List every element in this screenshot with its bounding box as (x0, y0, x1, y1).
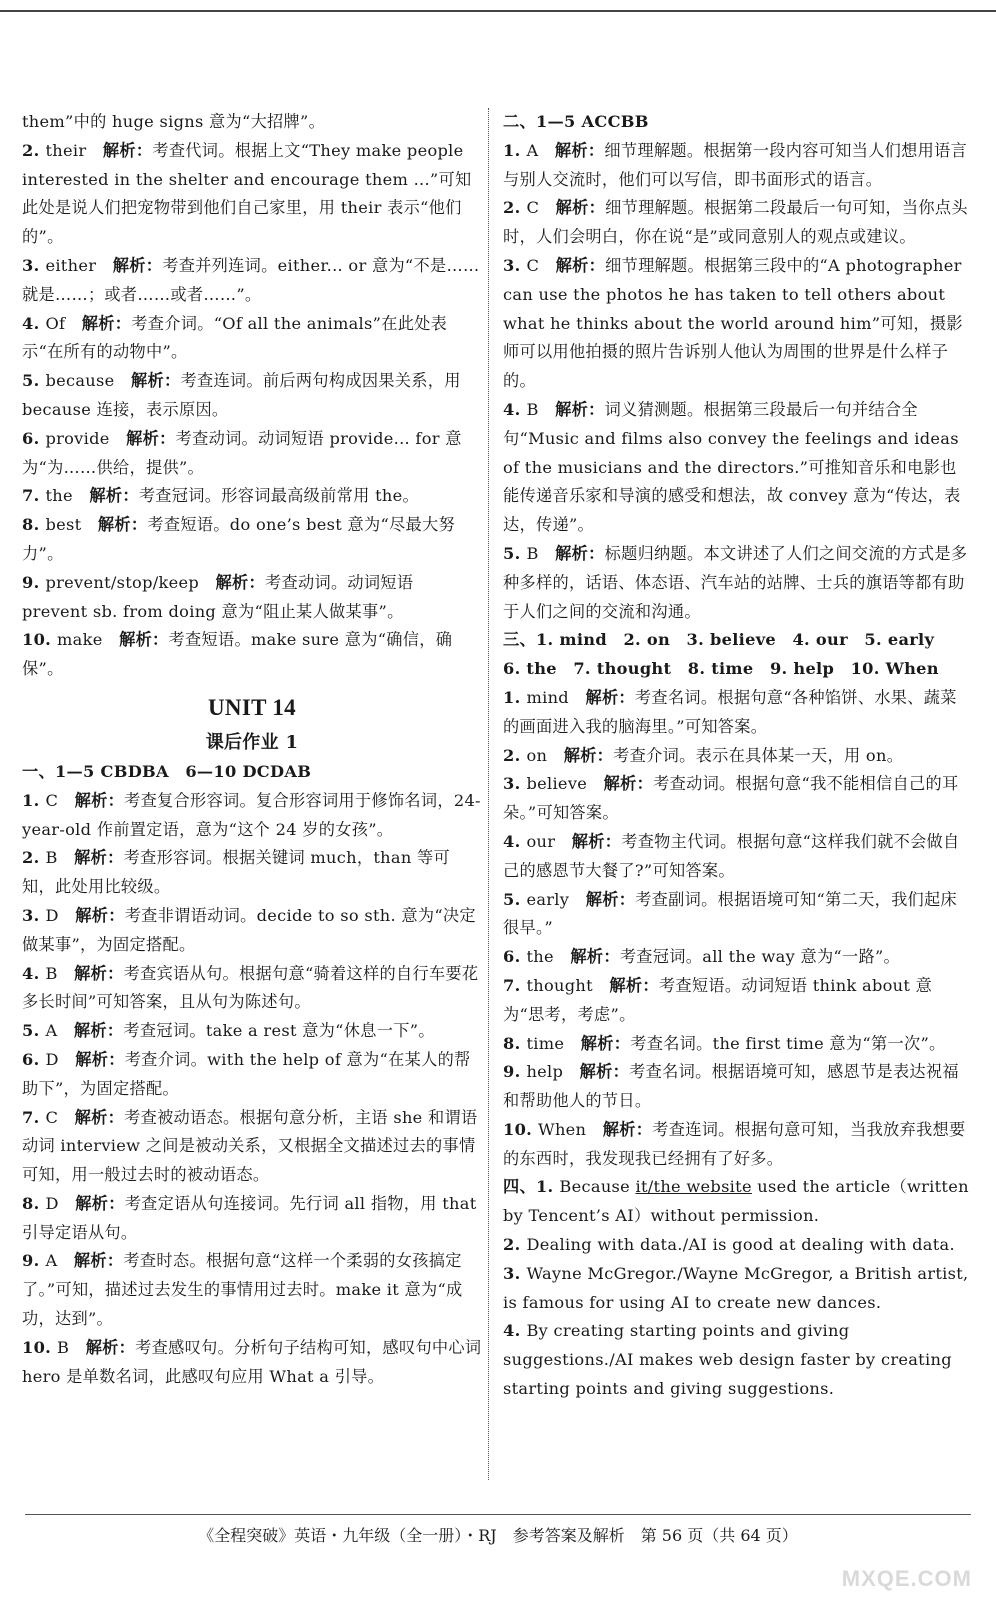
item-answer: A (45, 1251, 74, 1271)
item-label: 解析： (555, 543, 605, 563)
item-label: 解析： (74, 1107, 125, 1127)
section3-answers-line1: 三、1. mind 2. on 3. believe 4. our 5. early (503, 630, 935, 650)
item-answer: their (45, 140, 103, 160)
left-line-item (22, 626, 482, 684)
item-label: 解析： (75, 1049, 125, 1069)
section2-item (503, 137, 973, 195)
item-text: By creating starting points and giving suggestions./AI makes web design faster by creating starting points and giving suggestions. (503, 1321, 952, 1399)
item-label: 解析： (609, 975, 659, 995)
item-answer: D (45, 1049, 76, 1069)
item-label: 解析： (563, 745, 614, 765)
item-explanation: 考查时态。根据句意“这样一个柔弱的女孩搞定了。”可知，描述过去发生的事情用过去时。make it 意为“成功，达到”。 (22, 1251, 463, 1329)
watermark-url: MXQE.COM (841, 1566, 972, 1591)
item-number: 6. (503, 947, 527, 967)
item-answer: because (45, 371, 131, 391)
section1-explanations (22, 787, 482, 1392)
section3-answers-line2: 6. the 7. thought 8. time 9. help 10. When (503, 659, 939, 679)
item-label: 解析： (97, 515, 148, 535)
item-explanation: 考查短语。make sure 意为“确信，确保”。 (22, 630, 453, 679)
item-number: 9. (503, 1062, 527, 1082)
item-answer: B (57, 1337, 86, 1357)
item-text: used the article（written by Tencent’s AI）without permission. (503, 1177, 969, 1226)
item-answer: the (45, 486, 90, 506)
section1-item (22, 1334, 482, 1392)
item-number: 3. (22, 905, 46, 925)
left-line-item (22, 137, 482, 252)
left-line-item (22, 511, 482, 569)
item-explanation: 考查被动语态。根据句意分析，主语 she 和谓语动词 interview 之间是被动关系，又根据全文描述过去的事情可知，用一般过去时的被动语态。 (22, 1107, 478, 1185)
left-line-item (22, 569, 482, 627)
homework-title: 课后作业 1 (205, 731, 299, 753)
item-number: 8. (503, 1033, 527, 1053)
section1-item (22, 960, 482, 1018)
right-column (503, 108, 973, 1404)
item-label: 解析： (112, 255, 163, 275)
item-label: 解析： (85, 1337, 136, 1357)
item-label: 解析： (126, 428, 176, 448)
section2-item (503, 396, 973, 540)
item-text: Wayne McGregor./Wayne McGregor, a British artist, is famous for using AI to create new dances. (503, 1263, 969, 1312)
left-line-item (22, 252, 482, 310)
section3-item (503, 972, 973, 1030)
item-answer: B (526, 399, 556, 419)
section2-item (503, 252, 973, 396)
item-number: 3. (503, 1263, 527, 1283)
page-footer: 《全程突破》英语・九年级（全一册）・RJ 参考答案及解析 第 56 页（共 64 页） (198, 1526, 798, 1545)
left-line-item (22, 108, 482, 137)
item-answer: When (538, 1119, 603, 1139)
section4-answers (503, 1173, 973, 1403)
item-explanation: 考查动词。动词短语 prevent sb. from doing 意为“阻止某人做某事”。 (22, 572, 414, 621)
item-number: 1. (22, 790, 46, 810)
item-explanation: 考查物主代词。根据句意“这样我们就不会做自己的感恩节大餐了?”可知答案。 (503, 831, 960, 880)
item-answer: best (45, 515, 98, 535)
item-explanation: 标题归纳题。本文讲述了人们之间交流的方式是多种多样的，话语、体态语、汽车站的站牌、士兵的旗语等都有助于人们之间的交流和沟通。 (503, 543, 968, 621)
item-number: 2. (503, 745, 527, 765)
item-explanation: 细节理解题。根据第一段内容可知当人们想用语言与别人交流时，他们可以写信，即书面形式的语言。 (503, 140, 968, 189)
item-number: 8. (22, 1193, 46, 1213)
item-label: 解析： (555, 198, 606, 218)
item-answer: B (526, 543, 556, 563)
item-explanation: 考查连词。根据句意可知，当我放弃我想要的东西时，我发现我已经拥有了好多。 (503, 1119, 966, 1168)
footer-rule (25, 1514, 971, 1515)
item-number: 5. (22, 371, 46, 391)
item-number: 4. (503, 399, 527, 419)
item-explanation: 考查介词。表示在具体某一天，用 on。 (613, 745, 904, 765)
item-number: 10. (22, 1337, 57, 1357)
section3-item (503, 1058, 973, 1116)
section3-item (503, 742, 973, 771)
item-explanation: 细节理解题。根据第三段中的“A photographer can use the photos he has taken to tell others about what he thinks about the world around him”可知，摄影师可以用他拍摄的照片告诉别人他认为周围的世界是什么样子的。 (503, 255, 963, 391)
item-text: Because (559, 1177, 636, 1197)
section1-item (22, 1190, 482, 1248)
section3-item (503, 684, 973, 742)
item-answer: believe (526, 774, 604, 794)
item-number: 5. (503, 889, 527, 909)
item-explanation: 考查短语。do one’s best 意为“尽最大努力”。 (22, 515, 455, 563)
item-explanation: 词义猜测题。根据第三段最后一句并结合全句“Music and films also convey the feelings and ideas of the musicians and the directors.”可推知音乐和电影也能传递音乐家和导演的感受和想法，故 convey 意为“传达，表达，传递”。 (503, 399, 961, 535)
item-label: 解析： (602, 1119, 653, 1139)
section1-answers: 一、1—5 CBDBA 6—10 DCDAB (22, 761, 312, 781)
item-answer: C (526, 198, 556, 218)
item-number: 3. (22, 255, 46, 275)
item-explanation: 考查动词。根据句意“我不能相信自己的耳朵。”可知答案。 (503, 774, 959, 823)
item-number: 3. (503, 255, 527, 275)
item-number: 1. (503, 687, 527, 707)
item-label: 解析： (74, 963, 124, 983)
item-number: 10. (22, 630, 57, 650)
item-explanation: 考查冠词。all the way 意为“一路”。 (619, 947, 901, 967)
item-label: 解析： (585, 687, 635, 707)
item-answer: D (45, 905, 76, 925)
item-label: 解析： (215, 572, 265, 592)
item-text: them”中的 huge signs 意为“大招牌”。 (22, 112, 326, 131)
item-label: 解析： (555, 255, 606, 275)
item-label: 解析： (81, 313, 132, 333)
item-explanation: 考查短语。动词短语 think about 意为“思考，考虑”。 (503, 975, 933, 1024)
item-explanation: 考查冠词。take a rest 意为“休息一下”。 (123, 1021, 435, 1041)
item-explanation: 考查介词。with the help of 意为“在某人的帮助下”，为固定搭配。 (22, 1049, 471, 1098)
section3-item (503, 1116, 973, 1174)
item-explanation: 考查名词。the first time 意为“第一次”。 (630, 1033, 946, 1053)
item-label: 解析： (554, 140, 605, 160)
section3-explanations (503, 684, 973, 1174)
item-answer: C (45, 1107, 75, 1127)
item-number: 5. (503, 543, 527, 563)
item-number: 4. (22, 963, 46, 983)
item-number: 9. (22, 1251, 46, 1271)
item-number: 10. (503, 1119, 538, 1139)
item-label: 解析： (75, 1193, 125, 1213)
item-explanation: 考查复合形容词。复合形容词用于修饰名词，24-year-old 作前置定语，意为“这个 24 岁的女孩”。 (22, 790, 481, 839)
section3-item (503, 1030, 973, 1059)
item-number: 1. (503, 140, 527, 160)
item-label: 解析： (579, 1062, 630, 1082)
item-label: 解析： (555, 399, 605, 419)
section4-item (503, 1317, 973, 1403)
section2-explanations (503, 137, 973, 627)
item-number: 7. (22, 486, 46, 506)
section1-item (22, 844, 482, 902)
section2-item (503, 194, 973, 252)
item-number: 7. (22, 1107, 46, 1127)
section3-item (503, 828, 973, 886)
item-label: 解析： (102, 140, 153, 160)
item-answer: C (45, 790, 75, 810)
item-label: 解析： (603, 774, 654, 794)
section3-item (503, 943, 973, 972)
item-explanation: 考查动词。动词短语 provide... for 意为“为……供给，提供”。 (22, 428, 462, 477)
item-label: 解析： (74, 790, 125, 810)
item-answer: time (526, 1033, 581, 1053)
item-explanation: 考查名词。根据语境可知，感恩节是表达祝福和帮助他人的节日。 (503, 1062, 959, 1111)
item-label: 解析： (73, 1251, 124, 1271)
item-number: 1. (535, 1177, 560, 1197)
item-explanation: 考查定语从句连接词。先行词 all 指物，用 that 引导定语从句。 (22, 1193, 477, 1242)
item-number: 2. (503, 198, 527, 218)
item-answer: the (526, 947, 571, 967)
section1-item (22, 1017, 482, 1046)
section1-item (22, 902, 482, 960)
item-explanation: 考查并列连词。either... or 意为“不是……就是……；或者……或者……”。 (22, 255, 480, 304)
section1-item (22, 1247, 482, 1333)
section1-item (22, 1046, 482, 1104)
item-number: 9. (22, 572, 46, 592)
section4-item (503, 1173, 973, 1231)
item-label: 解析： (119, 630, 169, 650)
item-label: 解析： (74, 848, 124, 868)
item-number: 4. (503, 1321, 527, 1341)
item-number: 3. (503, 774, 527, 794)
item-label: 解析： (73, 1021, 124, 1041)
item-number: 4. (503, 831, 527, 851)
item-answer: our (526, 831, 572, 851)
item-explanation: 考查副词。根据语境可知“第二天，我们起床很早。” (503, 889, 958, 938)
item-answer: B (45, 963, 75, 983)
item-label: 解析： (571, 831, 622, 851)
left-line-item (22, 482, 482, 511)
item-number: 2. (22, 140, 46, 160)
section4-heading: 四、 (503, 1177, 536, 1197)
item-number: 8. (22, 515, 46, 535)
item-label: 解析： (585, 889, 636, 909)
item-number: 6. (22, 1049, 46, 1069)
column-divider (488, 108, 489, 1480)
item-answer: D (45, 1193, 76, 1213)
item-number: 2. (503, 1235, 527, 1255)
section2-item (503, 540, 973, 626)
left-line-item (22, 367, 482, 425)
item-label: 解析： (580, 1033, 631, 1053)
item-answer: mind (526, 687, 586, 707)
watermark-logo (822, 1530, 972, 1592)
item-answer: C (526, 255, 556, 275)
section1-item (22, 787, 482, 845)
item-answer: early (526, 889, 586, 909)
item-number: 7. (503, 975, 527, 995)
item-answer: either (45, 255, 113, 275)
top-rule (0, 10, 996, 12)
left-answer-list (22, 108, 482, 684)
item-answer: A (45, 1021, 74, 1041)
section4-item (503, 1231, 973, 1260)
item-text: Dealing with data./AI is good at dealing with data. (526, 1235, 955, 1255)
item-answer: B (45, 848, 75, 868)
item-explanation: 考查代词。根据上文“They make people interested in the shelter and encourage them ...”可知此处是说人们把宠物带到他们自己家里，用 their 表示“他们的”。 (22, 140, 472, 247)
item-explanation: 考查连词。前后两句构成因果关系，用 because 连接，表示原因。 (22, 371, 461, 419)
item-answer: A (526, 140, 555, 160)
section3-item (503, 770, 973, 828)
item-label: 解析： (570, 947, 620, 967)
left-column (22, 108, 482, 1391)
left-line-item (22, 425, 482, 483)
item-explanation: 考查非谓语动词。decide to so sth. 意为“决定做某事”，为固定搭配。 (22, 905, 476, 954)
item-explanation: 考查感叹句。分析句子结构可知，感叹句中心词 hero 是单数名词，此感叹句应用 What a 引导。 (22, 1337, 482, 1386)
section1-item (22, 1104, 482, 1190)
item-answer: help (526, 1062, 580, 1082)
section4-item (503, 1260, 973, 1318)
unit-title: UNIT 14 (208, 694, 296, 720)
item-number: 2. (22, 848, 46, 868)
item-explanation: 考查冠词。形容词最高级前常用 the。 (138, 486, 419, 506)
item-explanation: 考查介词。“Of all the animals”在此处表示“在所有的动物中”。 (22, 313, 448, 362)
item-answer: make (57, 630, 120, 650)
item-label: 解析： (89, 486, 139, 506)
item-explanation: 细节理解题。根据第二段最后一句可知，当你点头时，人们会明白，你在说“是”或同意别人的观点或建议。 (503, 198, 968, 247)
item-answer: prevent/stop/keep (45, 572, 216, 592)
item-label: 解析： (131, 371, 181, 391)
item-answer: on (526, 745, 564, 765)
left-line-item (22, 310, 482, 368)
item-underlined: it/the website (635, 1177, 752, 1197)
item-answer: thought (526, 975, 610, 995)
section2-answers: 二、1—5 ACCBB (503, 112, 649, 131)
item-explanation: 考查形容词。根据关键词 much，than 等可知，此处用比较级。 (22, 848, 450, 897)
item-answer: provide (45, 428, 127, 448)
item-number: 6. (22, 428, 46, 448)
item-explanation: 考查宾语从句。根据句意“骑着这样的自行车要花多长时间”可知答案，且从句为陈述句。 (22, 963, 479, 1012)
item-number: 5. (22, 1021, 46, 1041)
item-answer: Of (45, 313, 82, 333)
item-label: 解析： (75, 905, 125, 925)
item-number: 4. (22, 313, 46, 333)
item-explanation: 考查名词。根据句意“各种馅饼、水果、蔬菜的画面进入我的脑海里。”可知答案。 (503, 687, 957, 736)
section3-item (503, 886, 973, 944)
